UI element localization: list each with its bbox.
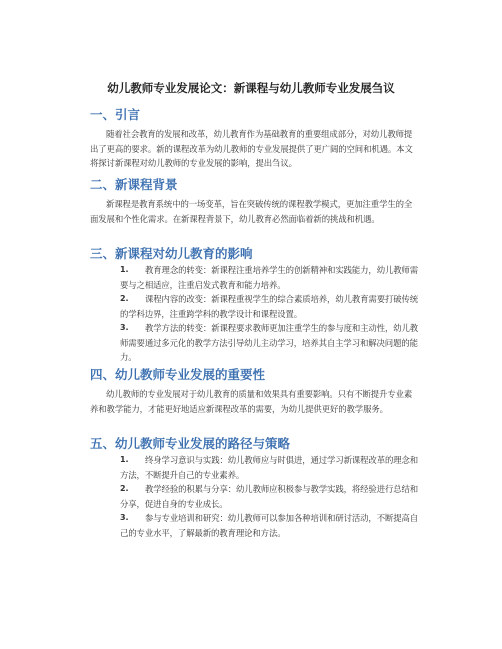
list-item-number: 3. bbox=[120, 323, 129, 332]
section-heading-intro: 一、引言 bbox=[90, 107, 141, 122]
list-item-text: 终身学习意识与实践：幼儿教师应与时俱进，通过学习新课程改革的理念和方法，不断提升自己的专业素养。 bbox=[120, 455, 419, 480]
document-title: 幼儿教师专业发展论文：新课程与幼儿教师专业发展刍议 bbox=[107, 81, 395, 95]
list-item-text: 教学方法的转变：新课程要求教师更加注重学生的参与度和主动性，幼儿教师需要通过多元化的教学方法引导幼儿主动学习，培养其自主学习和解决问题的能力。 bbox=[120, 323, 419, 362]
list-item-text: 课程内容的改变：新课程重视学生的综合素质培养，幼儿教育需要打破传统的学科边界，注重跨学科的教学设计和课程设置。 bbox=[120, 294, 419, 319]
impact-list bbox=[90, 263, 420, 365]
list-item-text: 参与专业培训和研究：幼儿教师可以参加各种培训和研讨活动，不断提高自己的专业水平，了解最新的教育理论和方法。 bbox=[120, 513, 419, 538]
section-paragraph-importance: 幼儿教师的专业发展对于幼儿教育的质量和效果具有重要影响。只有不断提升专业素养和教学能力，才能更好地适应新课程改革的需要，为幼儿提供更好的教学服务。 bbox=[90, 389, 413, 414]
list-item-text: 教育理念的转变：新课程注重培养学生的创新精神和实践能力，幼儿教师需要与之相适应，注重启发式教育和能力培养。 bbox=[120, 265, 419, 290]
list-item-number: 1. bbox=[120, 265, 129, 274]
list-item bbox=[90, 511, 420, 540]
list-item bbox=[90, 292, 420, 321]
section-heading-impact: 三、新课程对幼儿教育的影响 bbox=[90, 246, 253, 261]
list-item bbox=[90, 321, 420, 365]
list-item bbox=[90, 482, 420, 511]
section-heading-importance: 四、幼儿教师专业发展的重要性 bbox=[90, 367, 266, 382]
list-item-number: 1. bbox=[120, 455, 129, 464]
paths-list bbox=[90, 453, 420, 540]
list-item-number: 2. bbox=[120, 294, 129, 303]
list-item bbox=[90, 453, 420, 482]
section-heading-background: 二、新课程背景 bbox=[90, 177, 178, 192]
section-paragraph-intro: 随着社会教育的发展和改革，幼儿教育作为基础教育的重要组成部分，对幼儿教师提出了更高的要求。新的课程改革为幼儿教师的专业发展提供了更广阔的空间和机遇。本文将探讨新课程对幼儿教师的专业发展的影响，提出刍议。 bbox=[90, 129, 413, 168]
list-item bbox=[90, 263, 420, 292]
section-heading-paths: 五、幼儿教师专业发展的路径与策略 bbox=[90, 436, 291, 451]
list-item-number: 2. bbox=[120, 484, 129, 493]
list-item-text: 教学经验的积累与分享：幼儿教师应积极参与教学实践，将经验进行总结和分享，促进自身的专业成长。 bbox=[120, 484, 419, 509]
list-item-number: 3. bbox=[120, 513, 129, 522]
section-paragraph-background: 新课程是教育系统中的一场变革，旨在突破传统的课程教学模式，更加注重学生的全面发展和个性化需求。在新课程背景下，幼儿教育必然面临着新的挑战和机遇。 bbox=[90, 199, 413, 224]
